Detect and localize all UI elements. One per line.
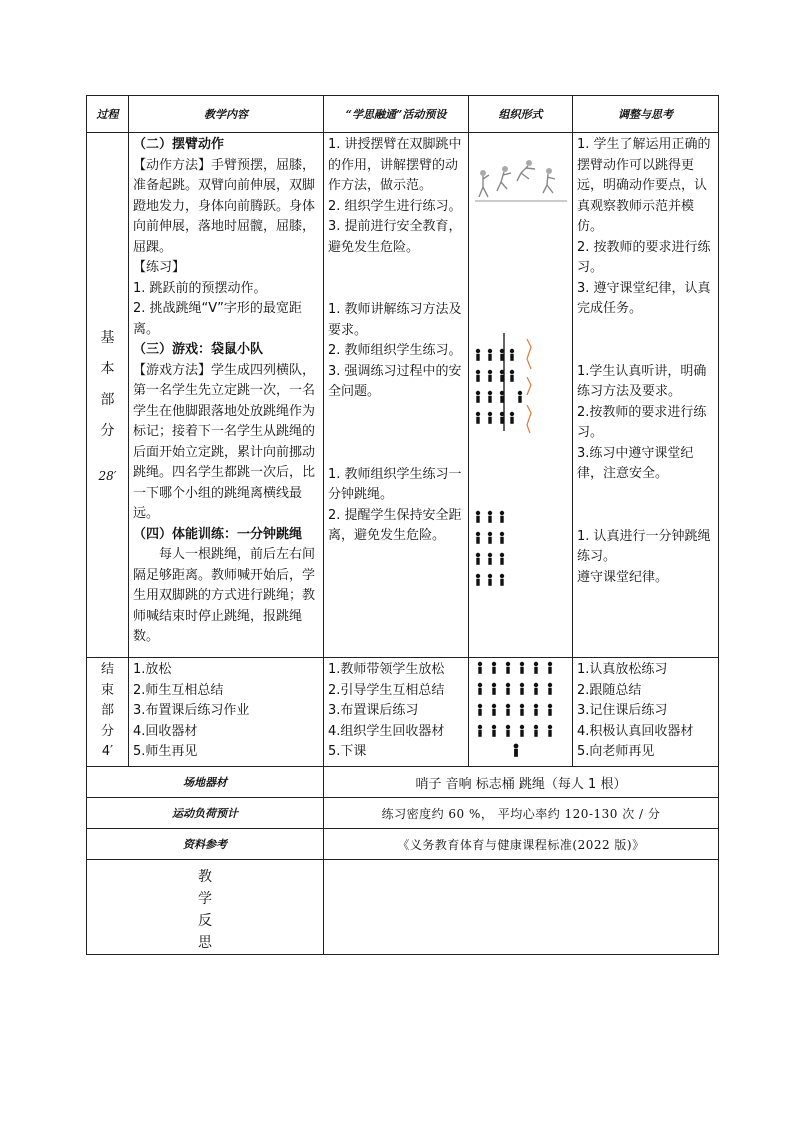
equipment-value: 哨子 音响 标志桶 跳绳（每人 1 根）	[324, 767, 719, 798]
organization-diagram	[469, 133, 572, 653]
thinking-item: 2. 按教师的要求进行练习。	[577, 239, 711, 275]
teacher-marker	[514, 744, 519, 757]
activity-item: 2. 教师组织学生练习。	[328, 343, 462, 358]
basic-thinking-cell	[573, 133, 719, 658]
ending-activity-item: 2.引导学生互相总结	[328, 682, 445, 698]
header-organization: 组织形式	[469, 96, 573, 133]
ending-content-item: 5.师生再见	[133, 744, 198, 759]
reflect-char: 教	[198, 869, 212, 885]
phase-char: 基	[100, 330, 115, 346]
thinking-item: 3.练习中遵守课堂纪律，注意安全。	[577, 445, 694, 481]
thinking-item: 1.学生认真听讲，明确练习方法及要求。	[577, 363, 707, 399]
ending-phase-cell	[87, 658, 129, 767]
reflection-label	[87, 860, 324, 955]
header-row	[87, 96, 719, 133]
reflect-char: 学	[198, 891, 212, 907]
equipment-label: 场地器材	[183, 776, 227, 789]
activity-item: 1. 教师讲解练习方法及要求。	[328, 302, 462, 338]
header-content: 教学内容	[129, 96, 324, 133]
ending-thinking-item: 2.跟随总结	[577, 682, 642, 698]
basic-organization-cell	[469, 133, 573, 658]
load-value: 练习密度约 60 %， 平均心率约 120-130 次 / 分	[324, 798, 719, 829]
ending-content-cell	[129, 658, 324, 767]
ending-thinking-item: 5.向老师再见	[577, 744, 655, 759]
ending-formation	[469, 658, 572, 762]
load-label: 运动负荷预计	[172, 807, 238, 820]
lesson-plan-table	[86, 95, 719, 955]
phase-char: 部	[100, 392, 115, 408]
phase-char: 分	[100, 723, 114, 739]
phase-char: 部	[100, 703, 114, 718]
section-title-game: （三）游戏：袋鼠小队	[133, 342, 264, 357]
ending-activity-item: 5.下课	[328, 744, 367, 759]
load-row	[87, 798, 719, 829]
reflect-char: 反	[198, 913, 212, 929]
equipment-row	[87, 767, 719, 798]
reference-label: 资料参考	[183, 838, 227, 851]
reflect-char: 思	[198, 935, 212, 951]
thinking-item: 1. 学生了解运用正确的摆臂动作可以跳得更远，明确动作要点，认真观察教师示范并模仿。	[577, 137, 711, 234]
ending-organization-cell	[469, 658, 573, 767]
ending-activity-item: 3.布置课后练习	[328, 703, 419, 718]
header-thinking: 调整与思考	[573, 96, 719, 133]
phase-char: 分	[100, 423, 115, 439]
basic-duration: 28′	[98, 469, 117, 483]
ending-thinking-item: 4.积极认真回收器材	[577, 723, 694, 739]
ending-content-item: 2.师生互相总结	[133, 682, 224, 698]
basic-phase-cell	[87, 133, 129, 658]
thinking-item: 1. 认真进行一分钟跳绳练习。	[577, 528, 711, 564]
header-process: 过程	[87, 96, 129, 133]
header-activity: “学思融通”活动预设	[324, 96, 469, 133]
practice-item-1: 1. 跳跃前的预摆动作。	[133, 280, 267, 296]
phase-char: 本	[100, 361, 115, 377]
reference-row	[87, 829, 719, 860]
activity-item: 1. 讲授摆臂在双脚跳中的作用，讲解摆臂的动作方法，做示范。	[328, 137, 462, 193]
thinking-item: 2.按教师的要求进行练习。	[577, 404, 707, 440]
fitness-method: 每人一根跳绳，前后左右间隔足够距离。教师喊开始后，学生用双脚跳的方式进行跳绳；教师喊结束时停止跳绳，报跳绳数。	[133, 547, 316, 644]
jump-sequence-illustration	[475, 160, 567, 201]
arm-swing-method: 【动作方法】手臂预摆，屈膝，准备起跳。双臂向前伸展，双脚蹬地发力，身体向前腾跃。身体向前伸展，落地时屈髋，屈膝，屈踝。	[133, 157, 316, 255]
practice-item-2: 2. 挑战跳绳“V”字形的最宽距离。	[133, 301, 302, 337]
ending-section-row	[87, 658, 719, 767]
reference-value: 《义务教育体育与健康课程标准(2022 版)》	[324, 829, 719, 860]
ending-activity-item: 4.组织学生回收器材	[328, 723, 445, 739]
activity-item: 1. 教师组织学生练习一分钟跳绳。	[328, 466, 462, 502]
ending-thinking-cell	[573, 658, 719, 767]
reflection-row	[87, 860, 719, 955]
phase-char: 束	[100, 682, 114, 698]
thinking-item: 遵守课堂纪律。	[577, 569, 669, 585]
reflection-field[interactable]	[324, 860, 719, 955]
ending-content-item: 1.放松	[133, 662, 172, 677]
lesson-plan-sheet	[86, 95, 718, 955]
game-method: 【游戏方法】学生成四列横队，第一名学生先立定跳一次，一名学生在他脚跟落地处放跳绳作为标记；接着下一名学生从跳绳的后面开始立定跳，累计向前挪动跳绳。四名学生都跳一次后，比一下哪个小组的跳绳离横线最远。	[133, 362, 316, 521]
ending-thinking-item: 3.记住课后练习	[577, 703, 668, 718]
activity-item: 2. 提醒学生保持安全距离，避免发生危险。	[328, 507, 462, 543]
basic-section-row	[87, 133, 719, 658]
basic-content-cell	[129, 133, 324, 658]
ending-activity-item: 1.教师带领学生放松	[328, 662, 445, 677]
phase-char: 结	[100, 662, 114, 677]
activity-item: 3. 强调练习过程中的安全问题。	[328, 363, 462, 399]
ending-duration: 4′	[101, 744, 114, 759]
four-column-formation	[476, 333, 531, 433]
ending-content-item: 4.回收器材	[133, 723, 198, 739]
basic-activity-cell	[324, 133, 469, 658]
practice-heading: 【练习】	[133, 260, 186, 275]
ending-thinking-item: 1.认真放松练习	[577, 662, 668, 677]
ending-activity-cell	[324, 658, 469, 767]
activity-item: 3. 提前进行安全教育，避免发生危险。	[328, 219, 462, 255]
section-title-arm-swing: （二）摆臂动作	[133, 137, 225, 152]
activity-item: 2. 组织学生进行练习。	[328, 198, 462, 214]
three-column-formation	[476, 511, 504, 586]
thinking-item: 3. 遵守课堂纪律，认真完成任务。	[577, 280, 711, 316]
ending-content-item: 3.布置课后练习作业	[133, 703, 250, 718]
section-title-fitness: （四）体能训练：一分钟跳绳	[133, 526, 303, 542]
